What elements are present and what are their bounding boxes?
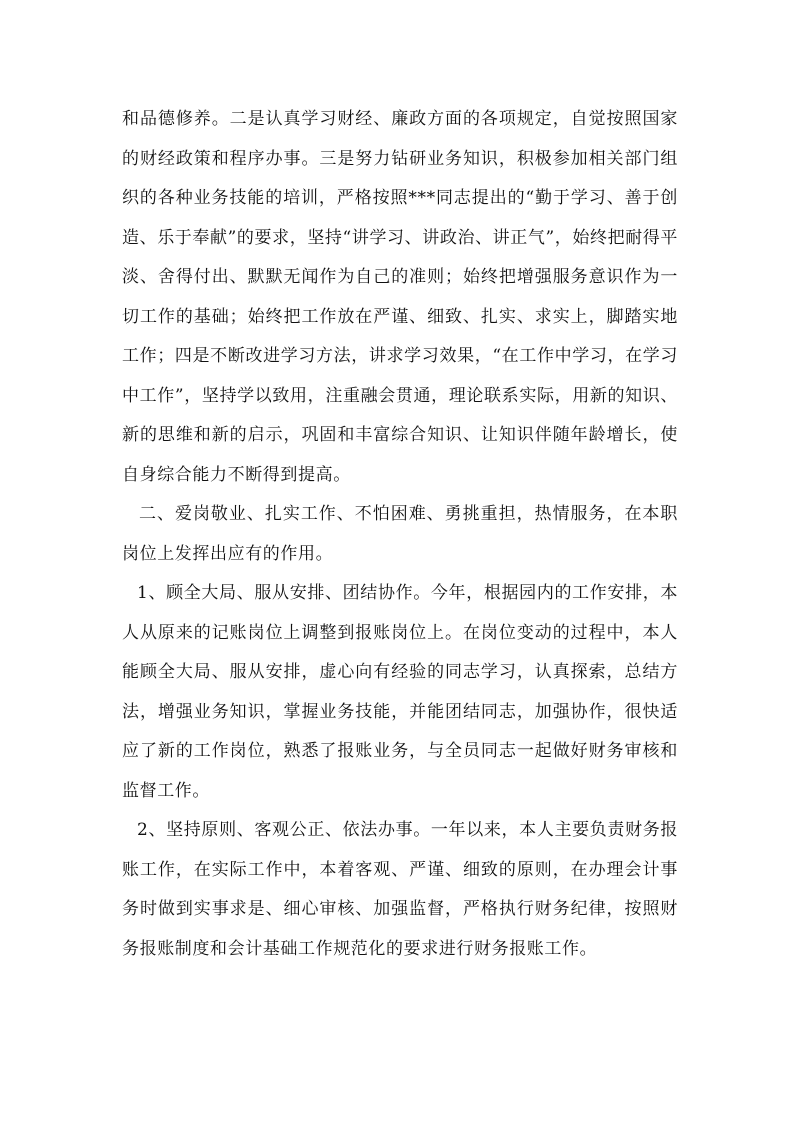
paragraph-section-two-heading: 二、爱岗敬业、扎实工作、不怕困难、勇挑重担，热情服务，在本职岗位上发挥出应有的作用。 (122, 504, 678, 564)
paragraph-item-two: 2、坚持原则、客观公正、依法办事。一年以来，本人主要负责财务报账工作，在实际工作中，本着客观、严谨、细致的原则，在办理会计事务时做到实事求是、细心审核、加强监督，严格执行财务纪律，按照财务报账制度和会计基础工作规范化的要求进行财务报账工作。 (122, 820, 678, 959)
paragraph-continuation: 和品德修养。二是认真学习财经、廉政方面的各项规定，自觉按照国家的财经政策和程序办事。三是努力钻研业务知识，积极参加相关部门组织的各种业务技能的培训，严格按照***同志提出的“勤于学习、善于创造、乐于奉献”的要求，坚持“讲学习、讲政治、讲正气”，始终把耐得平淡、舍得付出、默默无闻作为自己的准则；始终把增强服务意识作为一切工作的基础；始终把工作放在严谨、细致、扎实、求实上，脚踏实地工作；四是不断改进学习方法，讲求学习效果，“在工作中学习，在学习中工作”，坚持学以致用，注重融会贯通，理论联系实际，用新的知识、新的思维和新的启示，巩固和丰富综合知识、让知识伴随年龄增长，使自身综合能力不断得到提高。 (122, 109, 678, 485)
document-body (122, 100, 678, 969)
paragraph-item-one: 1、顾全大局、服从安排、团结协作。今年，根据园内的工作安排，本人从原来的记账岗位上调整到报账岗位上。在岗位变动的过程中，本人能顾全大局、服从安排，虚心向有经验的同志学习，认真探索，总结方法，增强业务知识，掌握业务技能，并能团结同志，加强协作，很快适应了新的工作岗位，熟悉了报账业务，与全员同志一起做好财务审核和监督工作。 (122, 583, 678, 801)
